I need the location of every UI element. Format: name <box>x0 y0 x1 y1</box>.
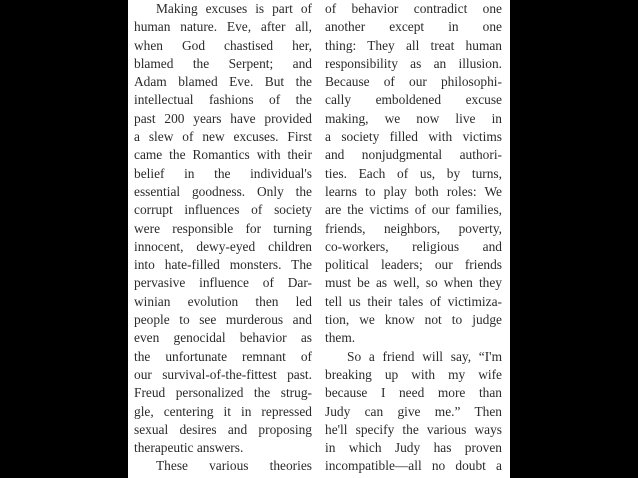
text-line: Judy can give me.” Then <box>325 403 502 419</box>
text-line: of behavior contradict one <box>325 1 502 16</box>
text-line: blamed the Serpent; and <box>134 55 312 71</box>
text-line: people to see murderous and <box>134 312 312 328</box>
text-line: So a friend will say, “I'm <box>347 348 502 364</box>
text-line: human nature. Eve, after all, <box>134 19 312 35</box>
text-line: because I need more than <box>325 385 502 401</box>
text-line: and nonjudgmental authori- <box>325 147 502 163</box>
text-line: another except in one <box>325 19 502 35</box>
text-line: them. <box>325 330 356 346</box>
text-line: past 200 years have provided <box>134 110 312 126</box>
text-line: Because of our philosophi- <box>325 74 502 90</box>
text-line: Freud personalized the strug- <box>134 385 312 401</box>
text-line: intellectual fashions of the <box>134 92 312 108</box>
text-line: essential goodness. Only the <box>134 183 312 199</box>
text-line: our survival-of-the-fittest past. <box>134 366 312 382</box>
text-line: a slew of new excuses. First <box>134 129 312 145</box>
text-line: co-workers, religious and <box>325 238 502 254</box>
text-line: breaking up with my wife <box>325 366 502 382</box>
scanned-page <box>128 0 510 478</box>
text-line: friends, neighbors, poverty, <box>325 220 502 236</box>
text-line: in which Judy has proven <box>325 440 502 456</box>
text-line: winian evolution then led <box>134 293 312 309</box>
text-line: responsibility as an illusion. <box>325 55 502 71</box>
text-line: making, we now live in <box>325 110 502 126</box>
text-line: are the victims of our families, <box>325 202 502 218</box>
text-line: came the Romantics with their <box>134 147 312 163</box>
text-line: incompatible—all no doubt a <box>325 458 502 474</box>
text-line: a society filled with victims <box>325 129 502 145</box>
text-line: Adam blamed Eve. But the <box>134 74 312 90</box>
text-line: tell us their tales of victimiza- <box>325 293 502 309</box>
text-line: sexual desires and proposing <box>134 421 312 437</box>
text-line: cally emboldened excuse <box>325 92 502 108</box>
text-line: Making excuses is part of <box>156 1 312 16</box>
left-text-column <box>134 0 312 476</box>
text-line: must be as well, so when they <box>325 275 502 291</box>
text-line: gle, centering it in repressed <box>134 403 312 419</box>
text-line: pervasive influence of Dar- <box>134 275 312 291</box>
text-line: the unfortunate remnant of <box>134 348 312 364</box>
text-line: learns to play both roles: We <box>325 183 502 199</box>
text-line: innocent, dewy-eyed children <box>134 238 312 254</box>
text-line: when God chastised her, <box>134 37 312 53</box>
right-text-column <box>325 0 502 476</box>
text-line: into hate-filled monsters. The <box>134 257 312 273</box>
text-line: political leaders; our friends <box>325 257 502 273</box>
text-line: ties. Each of us, by turns, <box>325 165 502 181</box>
text-line: he'll specify the various ways <box>325 421 502 437</box>
text-line: corrupt influences of society <box>134 202 312 218</box>
text-line: were responsible for turning <box>134 220 312 236</box>
text-line: belief in the individual's <box>134 165 312 181</box>
text-line: These various theories <box>156 458 312 474</box>
text-line: even genocidal behavior as <box>134 330 312 346</box>
text-line: tion, we know not to judge <box>325 312 502 328</box>
text-line: therapeutic answers. <box>134 440 244 456</box>
text-line: thing: They all treat human <box>325 37 502 53</box>
